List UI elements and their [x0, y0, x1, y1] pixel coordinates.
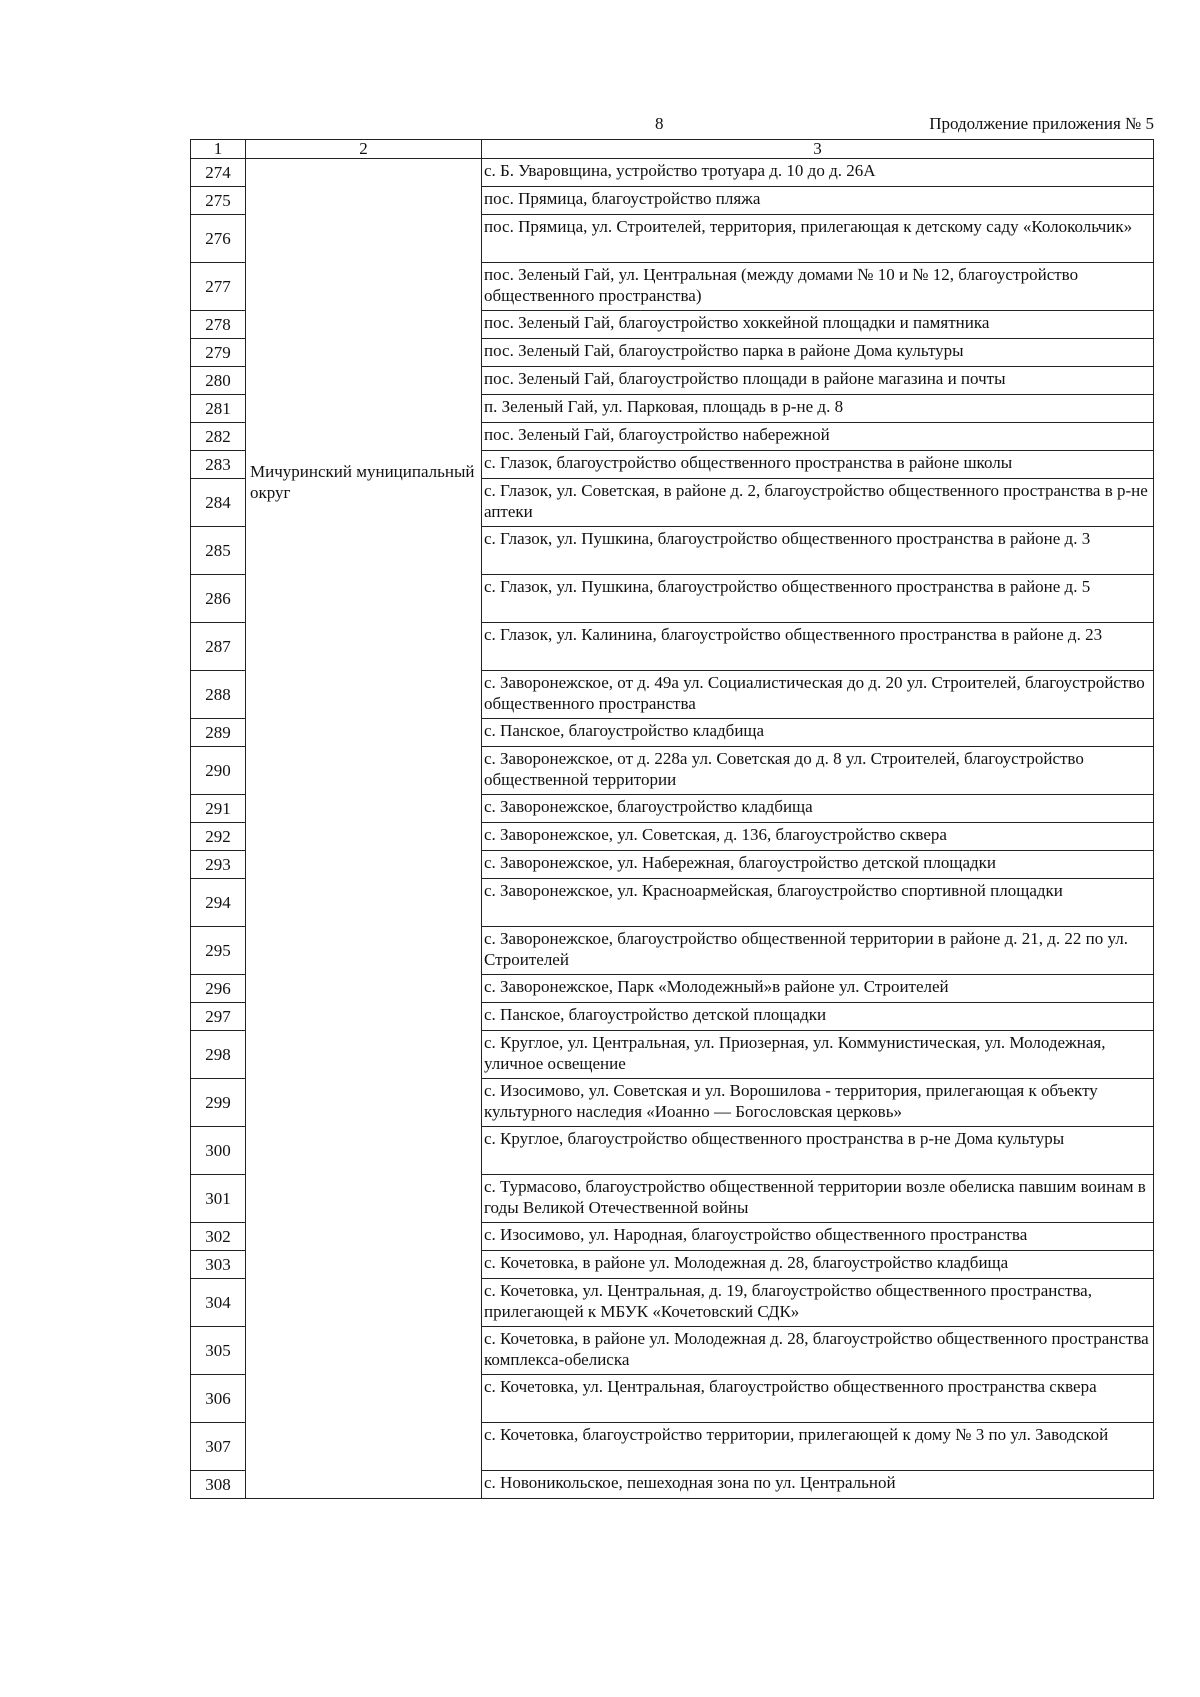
row-number: 292	[191, 823, 246, 851]
row-description: с. Б. Уваровщина, устройство тротуара д. 10 до д. 26А	[482, 159, 1154, 187]
row-number: 279	[191, 339, 246, 367]
district-spacer	[250, 159, 478, 461]
row-number: 286	[191, 575, 246, 623]
row-number: 287	[191, 623, 246, 671]
row-number: 289	[191, 719, 246, 747]
row-description: с. Глазок, ул. Пушкина, благоустройство общественного пространства в районе д. 5	[482, 575, 1154, 623]
row-number: 281	[191, 395, 246, 423]
continuation-header: Продолжение приложения № 5	[929, 114, 1154, 133]
row-description: с. Кочетовка, в районе ул. Молодежная д. 28, благоустройство общественного пространства комплекса-обелиска	[482, 1327, 1154, 1375]
row-description: с. Кочетовка, ул. Центральная, благоустройство общественного пространства сквера	[482, 1375, 1154, 1423]
row-number: 293	[191, 851, 246, 879]
district-cell	[246, 159, 482, 1499]
row-description: с. Кочетовка, ул. Центральная, д. 19, благоустройство общественного пространства, прилегающей к МБУК «Кочетовский СДК»	[482, 1279, 1154, 1327]
row-description: с. Кочетовка, в районе ул. Молодежная д. 28, благоустройство кладбища	[482, 1251, 1154, 1279]
row-number: 275	[191, 187, 246, 215]
row-description: с. Изосимово, ул. Народная, благоустройство общественного пространства	[482, 1223, 1154, 1251]
table-row	[191, 159, 1154, 187]
row-description: с. Панское, благоустройство кладбища	[482, 719, 1154, 747]
row-description: с. Глазок, ул. Калинина, благоустройство общественного пространства в районе д. 23	[482, 623, 1154, 671]
row-description: с. Заворонежское, благоустройство кладбища	[482, 795, 1154, 823]
row-number: 305	[191, 1327, 246, 1375]
row-number: 280	[191, 367, 246, 395]
row-description: пос. Зеленый Гай, благоустройство площади в районе магазина и почты	[482, 367, 1154, 395]
row-description: с. Заворонежское, ул. Набережная, благоустройство детской площадки	[482, 851, 1154, 879]
row-description: с. Кочетовка, благоустройство территории, прилегающей к дому № 3 по ул. Заводской	[482, 1423, 1154, 1471]
row-description: с. Заворонежское, ул. Красноармейская, благоустройство спортивной площадки	[482, 879, 1154, 927]
row-description: с. Заворонежское, от д. 228а ул. Советская до д. 8 ул. Строителей, благоустройство общественной территории	[482, 747, 1154, 795]
row-description: пос. Прямица, ул. Строителей, территория, прилегающая к детскому саду «Колокольчик»	[482, 215, 1154, 263]
row-description: с. Изосимово, ул. Советская и ул. Ворошилова - территория, прилегающая к объекту культурного наследия «Иоанно — Богословская церковь»	[482, 1079, 1154, 1127]
row-number: 299	[191, 1079, 246, 1127]
row-number: 306	[191, 1375, 246, 1423]
row-number: 276	[191, 215, 246, 263]
column-header-2: 2	[246, 140, 482, 159]
row-description: с. Глазок, ул. Советская, в районе д. 2, благоустройство общественного пространства в р-не аптеки	[482, 479, 1154, 527]
row-number: 307	[191, 1423, 246, 1471]
row-number: 283	[191, 451, 246, 479]
row-description: с. Заворонежское, Парк «Молодежный»в районе ул. Строителей	[482, 975, 1154, 1003]
row-description: с. Глазок, благоустройство общественного пространства в районе школы	[482, 451, 1154, 479]
row-description: с. Круглое, ул. Центральная, ул. Приозерная, ул. Коммунистическая, ул. Молодежная, уличное освещение	[482, 1031, 1154, 1079]
row-number: 303	[191, 1251, 246, 1279]
row-number: 298	[191, 1031, 246, 1079]
row-description: с. Глазок, ул. Пушкина, благоустройство общественного пространства в районе д. 3	[482, 527, 1154, 575]
row-number: 294	[191, 879, 246, 927]
row-number: 301	[191, 1175, 246, 1223]
row-description: пос. Зеленый Гай, благоустройство набережной	[482, 423, 1154, 451]
row-number: 288	[191, 671, 246, 719]
row-number: 295	[191, 927, 246, 975]
row-number: 297	[191, 1003, 246, 1031]
row-number: 304	[191, 1279, 246, 1327]
row-description: пос. Прямица, благоустройство пляжа	[482, 187, 1154, 215]
row-number: 282	[191, 423, 246, 451]
table-body	[191, 159, 1154, 1499]
appendix-table	[190, 139, 1154, 1499]
row-number: 278	[191, 311, 246, 339]
row-description: с. Панское, благоустройство детской площадки	[482, 1003, 1154, 1031]
row-number: 274	[191, 159, 246, 187]
row-number: 284	[191, 479, 246, 527]
row-number: 296	[191, 975, 246, 1003]
row-description: пос. Зеленый Гай, благоустройство парка в районе Дома культуры	[482, 339, 1154, 367]
row-description: пос. Зеленый Гай, благоустройство хоккейной площадки и памятника	[482, 311, 1154, 339]
row-description: п. Зеленый Гай, ул. Парковая, площадь в р-не д. 8	[482, 395, 1154, 423]
row-description: с. Заворонежское, благоустройство общественной территории в районе д. 21, д. 22 по ул. Строителей	[482, 927, 1154, 975]
row-description: с. Заворонежское, ул. Советская, д. 136, благоустройство сквера	[482, 823, 1154, 851]
row-description: с. Новоникольское, пешеходная зона по ул. Центральной	[482, 1471, 1154, 1499]
row-number: 285	[191, 527, 246, 575]
row-description: с. Круглое, благоустройство общественного пространства в р-не Дома культуры	[482, 1127, 1154, 1175]
row-description: пос. Зеленый Гай, ул. Центральная (между домами № 10 и № 12, благоустройство общественного пространства)	[482, 263, 1154, 311]
row-description: с. Заворонежское, от д. 49а ул. Социалистическая до д. 20 ул. Строителей, благоустройство общественного пространства	[482, 671, 1154, 719]
table-header-row	[191, 140, 1154, 159]
column-header-1: 1	[191, 140, 246, 159]
page-number: 8	[655, 114, 664, 133]
row-number: 291	[191, 795, 246, 823]
district-name: Мичуринский муниципальный округ	[250, 462, 475, 502]
row-number: 290	[191, 747, 246, 795]
column-header-3: 3	[482, 140, 1154, 159]
row-number: 308	[191, 1471, 246, 1499]
row-number: 277	[191, 263, 246, 311]
row-number: 302	[191, 1223, 246, 1251]
row-number: 300	[191, 1127, 246, 1175]
row-description: с. Турмасово, благоустройство общественной территории возле обелиска павшим воинам в годы Великой Отечественной войны	[482, 1175, 1154, 1223]
